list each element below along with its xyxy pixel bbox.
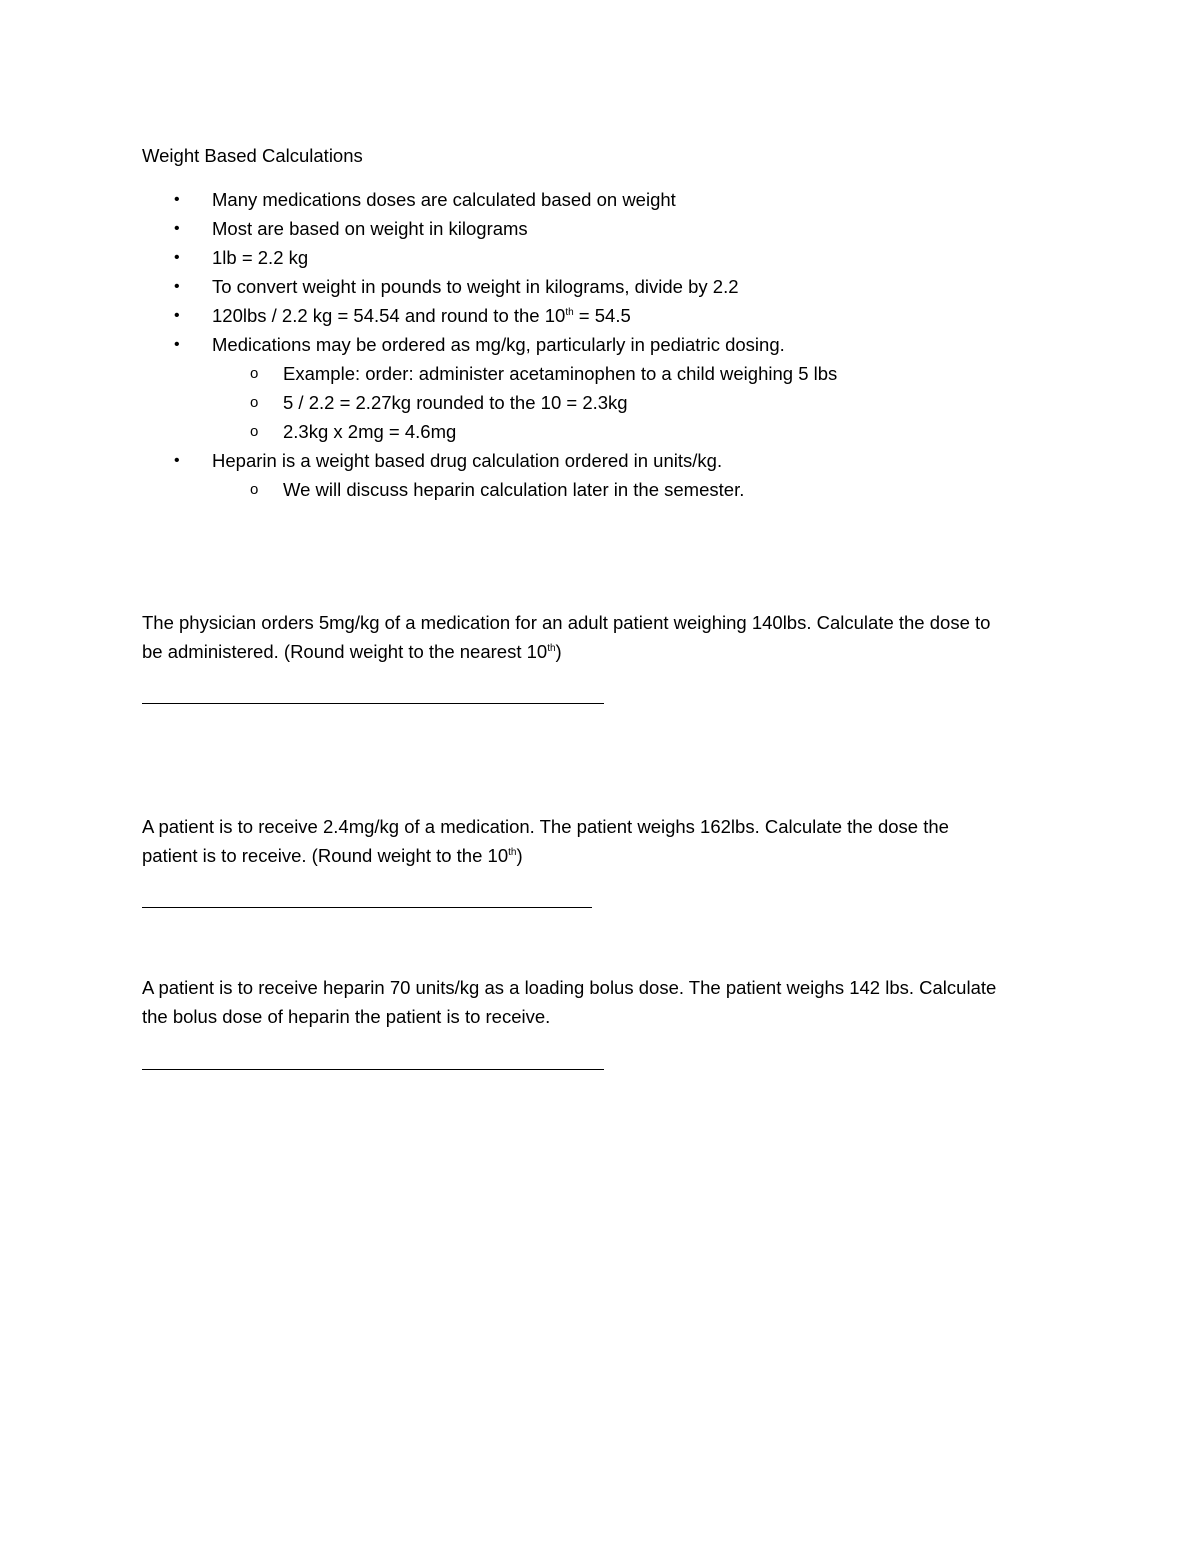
bullet-text: Heparin is a weight based drug calculation ordered in units/kg. [212, 450, 723, 471]
superscript: th [565, 307, 574, 318]
answer-line-1[interactable] [142, 703, 604, 704]
question-text-part: ) [516, 845, 523, 866]
list-item [142, 304, 1102, 333]
question-3 [142, 973, 1082, 1031]
question-line: The physician orders 5mg/kg of a medication for an adult patient weighing 140lbs. Calculate the dose to [142, 612, 991, 633]
sub-bullet-marker: o [250, 481, 259, 498]
sub-bullet-text: We will discuss heparin calculation later in the semester. [283, 479, 745, 500]
question-line: A patient is to receive 2.4mg/kg of a medication. The patient weighs 162lbs. Calculate the dose the [142, 816, 949, 837]
sub-list-item [142, 391, 1102, 420]
question-text-part: patient is to receive. (Round weight to the 10 [142, 845, 509, 866]
sub-bullet-text: 2.3kg x 2mg = 4.6mg [283, 421, 457, 442]
question-line: A patient is to receive heparin 70 units/kg as a loading bolus dose. The patient weighs 142 lbs. Calculate [142, 977, 997, 998]
list-item [142, 217, 1102, 246]
question-text-part: the bolus dose of heparin the patient is to receive. [142, 1006, 551, 1027]
list-item [142, 188, 1102, 217]
sub-list-item [142, 478, 1102, 507]
list-item [142, 333, 1102, 362]
bullet-marker: • [174, 336, 180, 353]
bullet-marker: • [174, 278, 180, 295]
superscript: th [547, 643, 556, 654]
superscript: th [508, 847, 517, 858]
list-item [142, 449, 1102, 478]
bullet-text-part: = 54.5 [573, 305, 631, 326]
sub-list-item [142, 420, 1102, 449]
list-item [142, 275, 1102, 304]
question-line [142, 841, 1082, 870]
bullet-marker: • [174, 220, 180, 237]
bullet-text [212, 304, 631, 328]
bullet-text: 1lb = 2.2 kg [212, 247, 309, 268]
document-title: Weight Based Calculations [142, 145, 363, 166]
sub-bullet-marker: o [250, 394, 259, 411]
answer-line-3[interactable] [142, 1069, 604, 1070]
question-1 [142, 608, 1082, 666]
sub-bullet-text: 5 / 2.2 = 2.27kg rounded to the 10 = 2.3kg [283, 392, 628, 413]
bullet-marker: • [174, 249, 180, 266]
question-text-part: be administered. (Round weight to the nearest 10 [142, 641, 548, 662]
question-2 [142, 812, 1082, 870]
bullet-text-part: 120lbs / 2.2 kg = 54.54 and round to the 10 [212, 305, 566, 326]
sub-bullet-text: Example: order: administer acetaminophen to a child weighing 5 lbs [283, 363, 838, 384]
question-line [142, 637, 1082, 666]
bullet-text: Many medications doses are calculated based on weight [212, 189, 676, 210]
bullet-list [142, 188, 1102, 507]
question-line [142, 1002, 1082, 1031]
bullet-marker: • [174, 452, 180, 469]
bullet-marker: • [174, 191, 180, 208]
bullet-text: To convert weight in pounds to weight in kilograms, divide by 2.2 [212, 276, 739, 297]
question-text-part: ) [555, 641, 562, 662]
answer-line-2[interactable] [142, 907, 592, 908]
sub-list-item [142, 362, 1102, 391]
sub-bullet-marker: o [250, 365, 259, 382]
bullet-text: Most are based on weight in kilograms [212, 218, 528, 239]
bullet-text: Medications may be ordered as mg/kg, particularly in pediatric dosing. [212, 334, 785, 355]
list-item [142, 246, 1102, 275]
sub-bullet-marker: o [250, 423, 259, 440]
bullet-marker: • [174, 307, 180, 324]
